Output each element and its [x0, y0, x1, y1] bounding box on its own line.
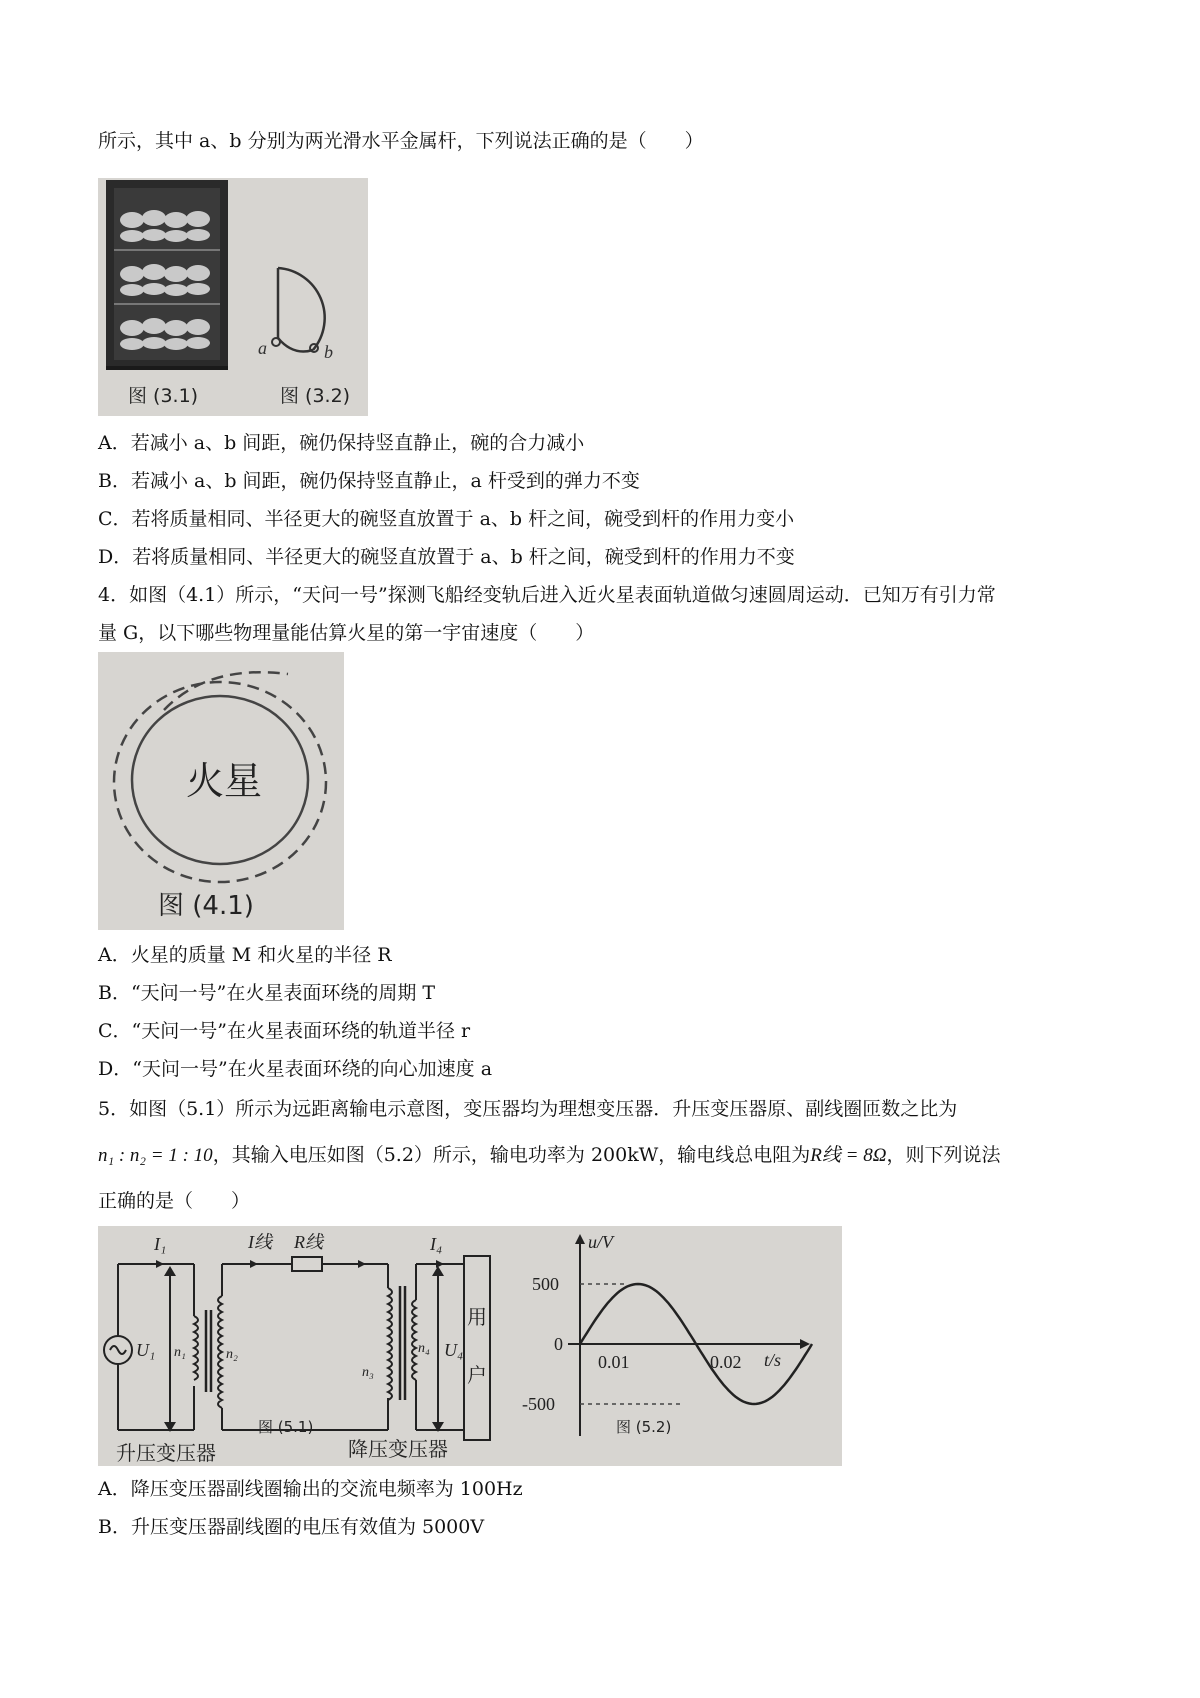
q4-option-c: C．“天问一号”在火星表面环绕的轨道半径 r: [98, 1020, 471, 1042]
fig-5-2-caption: 图 (5.2): [616, 1418, 672, 1436]
q4-figure: [98, 652, 344, 930]
label-i-line: I线: [248, 1232, 272, 1252]
label-i4: I₄: [430, 1234, 443, 1254]
fig-3-1-caption: 图 (3.1): [128, 385, 199, 407]
y-axis-label: u/V: [588, 1232, 613, 1252]
q3-option-c: C．若将质量相同、半径更大的碗竖直放置于 a、b 杆之间，碗受到杆的作用力变小: [98, 508, 795, 530]
label-n3: n₃: [362, 1365, 374, 1380]
bowl-diagram: [258, 268, 333, 362]
q3-stem-tail: 所示，其中 a、b 分别为两光滑水平金属杆，下列说法正确的是（ ）: [98, 130, 704, 152]
circuit-diagram: [104, 1256, 490, 1440]
cabinet-photo: [106, 180, 228, 370]
x-tick-001: 0.01: [598, 1352, 630, 1372]
q4-option-a: A．火星的质量 M 和火星的半径 R: [98, 944, 392, 966]
fig-4-1-caption: 图 (4.1): [158, 891, 254, 921]
q4-option-b: B．“天问一号”在火星表面环绕的周期 T: [98, 982, 436, 1004]
label-b: b: [324, 342, 333, 362]
label-u1: U₁: [136, 1340, 156, 1360]
y-tick-0: 0: [554, 1334, 563, 1354]
line-resistance: R线 = 8Ω: [810, 1145, 887, 1166]
label-n4: n₄: [418, 1341, 430, 1356]
q3-option-b: B．若减小 a、b 间距，碗仍保持竖直静止，a 杆受到的弹力不变: [98, 470, 640, 492]
q4-stem-line2: 量 G，以下哪些物理量能估算火星的第一宇宙速度（ ）: [98, 622, 595, 644]
y-tick-500: 500: [532, 1274, 559, 1294]
planet-label: 火星: [186, 759, 263, 803]
q5-stem-line2-end: ，则下列说法: [886, 1144, 1001, 1166]
q3-option-d: D．若将质量相同、半径更大的碗竖直放置于 a、b 杆之间，碗受到杆的作用力不变: [98, 546, 795, 568]
label-a: a: [258, 338, 267, 358]
label-u4: U₄: [444, 1340, 464, 1360]
q5-stem-line2: [98, 1142, 1000, 1169]
q5-option-b: B．升压变压器副线圈的电压有效值为 5000V: [98, 1516, 485, 1538]
user-label-2: 户: [467, 1363, 487, 1387]
user-label-1: 用: [467, 1305, 487, 1329]
label-n1: n₁: [174, 1345, 186, 1360]
q5-stem-line1: 5．如图（5.1）所示为远距离输电示意图，变压器均为理想变压器．升压变压器原、副线圈匝数之比为: [98, 1098, 958, 1120]
q5-option-a: A．降压变压器副线圈输出的交流电频率为 100Hz: [98, 1478, 523, 1500]
turns-ratio: n₁ : n₂ = 1 : 10: [98, 1145, 213, 1166]
x-axis-label: t/s: [764, 1350, 782, 1370]
q4-option-d: D．“天问一号”在火星表面环绕的向心加速度 a: [98, 1058, 493, 1080]
q3-option-a: A．若减小 a、b 间距，碗仍保持竖直静止，碗的合力减小: [98, 432, 585, 454]
label-i1: I₁: [154, 1234, 167, 1254]
x-tick-002: 0.02: [710, 1352, 742, 1372]
q4-stem-line1: 4．如图（4.1）所示，“天问一号”探测飞船经变轨后进入近火星表面轨道做匀速圆周运动．已知万有引力常: [98, 584, 996, 606]
q5-stem-line2-rest: ，其输入电压如图（5.2）所示，输电功率为 200kW，输电线总电阻为: [212, 1144, 811, 1166]
y-tick-minus-500: -500: [522, 1394, 555, 1414]
step-up-label: 升压变压器: [116, 1441, 216, 1465]
q5-stem-line3: 正确的是（ ）: [98, 1190, 251, 1212]
label-n2: n₂: [226, 1347, 238, 1362]
voltage-graph: [522, 1232, 812, 1436]
step-down-label: 降压变压器: [348, 1437, 448, 1461]
q3-figure: [98, 178, 368, 416]
q5-figure: [98, 1226, 842, 1466]
fig-3-2-caption: 图 (3.2): [280, 385, 351, 407]
label-r-line: R线: [294, 1232, 323, 1252]
fig-5-1-caption: 图 (5.1): [258, 1418, 314, 1436]
